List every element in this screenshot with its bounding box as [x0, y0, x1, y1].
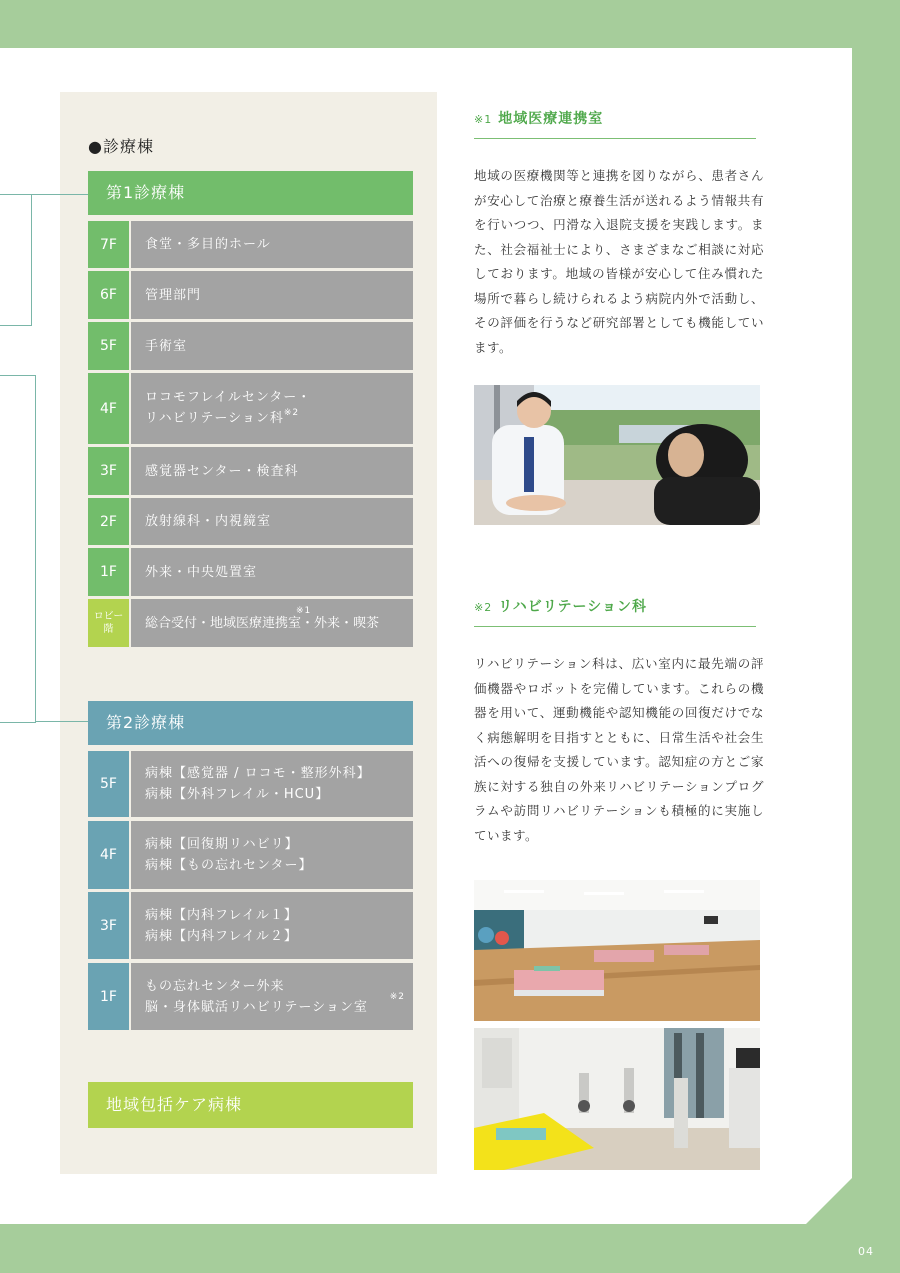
- note2-mark: ※2: [474, 601, 493, 614]
- floor-description: 感覚器センター・検査科: [145, 463, 299, 479]
- floor-number: 5F: [88, 751, 129, 817]
- exercise-bike-room-photo: [474, 1028, 760, 1170]
- floor-number: 6F: [88, 271, 129, 319]
- floor-description-line2: 脳・身体賦活リハビリテーション室: [145, 999, 368, 1015]
- floor-number: 3F: [88, 447, 129, 495]
- footnote-mark: ※2: [283, 407, 300, 418]
- floor-description-line1: もの忘れセンター外来: [145, 978, 285, 994]
- floor-description: 放射線科・内視鏡室: [145, 514, 272, 529]
- floor-number: 2F: [88, 498, 129, 545]
- floor-number: 1F: [88, 548, 129, 596]
- connector-line-1: [0, 194, 32, 326]
- building2-floor-4f: [88, 821, 413, 889]
- connector-line-2: [0, 375, 36, 723]
- floor-description-line1: ロコモフレイルセンター・: [145, 389, 312, 405]
- building1-header: 第1診療棟: [88, 171, 413, 215]
- note1-body: 地域の医療機関等と連携を図りながら、患者さんが安心して治療と療養生活が送れるよう情報共有を行いつつ、円滑な入退院支援を実践します。また、社会福祉士により、さまざまなご相談に対応しております。地域の皆様が安心して住み慣れた場所で暮らし続けられるよう病院内外で活動し、その評価を行うなど研究部署としても機能しています。: [474, 168, 764, 355]
- floor-number: ロビー階: [88, 599, 129, 647]
- note1-title: 地域医療連携室: [498, 111, 604, 127]
- floor-description-line1: 病棟【感覚器 / ロコモ・整形外科】: [145, 766, 371, 781]
- floor-number: 3F: [88, 892, 129, 959]
- note2-body: リハビリテーション科は、広い室内に最先端の評価機器やロボットを完備しています。これらの機器を用いて、運動機能や認知機能の回復だけでなく病態解明を目指すとともに、日常生活や社会生活への復帰を支援しています。認知症の方とご家族に対する独自の外来リハビリテーションプログラムや訪問リハビリテーションも積極的に実施しています。: [474, 656, 764, 843]
- building1-floor-4f: [88, 373, 413, 444]
- building1-floor-1f: [88, 548, 413, 596]
- community-care-ward-header: 地域包括ケア病棟: [88, 1082, 413, 1128]
- floor-description: 外来・中央処置室: [145, 564, 258, 580]
- building1-floor-lobby: [88, 599, 413, 647]
- connector-line-2-tail: [35, 721, 88, 722]
- floor-number: 1F: [88, 963, 129, 1030]
- building2-floor-1f: [88, 963, 413, 1030]
- floor-description: 管理部門: [145, 287, 202, 303]
- rehabilitation-room-photo: [474, 880, 760, 1021]
- connector-line-1-tail: [31, 194, 88, 195]
- building1-floor-3f: [88, 447, 413, 495]
- floor-description-line2: 病棟【もの忘れセンター】: [145, 858, 313, 873]
- floor-number: 4F: [88, 821, 129, 889]
- building2-floor-5f: [88, 751, 413, 817]
- building1-floor-7f: [88, 221, 413, 268]
- floor-description-line2: 病棟【内科フレイル２】: [145, 928, 298, 944]
- note2-heading: [474, 596, 756, 627]
- floor-description: 総合受付・地域医療連携室・外来・喫茶: [145, 615, 380, 631]
- building2-floor-3f: [88, 892, 413, 959]
- note1-heading: [474, 108, 756, 139]
- floor-number: 5F: [88, 322, 129, 370]
- floor-description: 手術室: [145, 338, 188, 354]
- section-title: ●診療棟: [88, 137, 154, 156]
- floor-description-line2: 病棟【外科フレイル・HCU】: [145, 787, 330, 802]
- consultation-photo: [474, 385, 760, 525]
- building1-floor-5f: [88, 322, 413, 370]
- page-number: 04: [858, 1245, 874, 1258]
- building2-header: 第2診療棟: [88, 701, 413, 745]
- floor-description-line1: 病棟【内科フレイル１】: [145, 907, 298, 923]
- floor-number: 4F: [88, 373, 129, 444]
- note2-title: リハビリテーション科: [498, 599, 647, 615]
- floor-description-line2: リハビリテーション科: [145, 410, 284, 426]
- floor-number: 7F: [88, 221, 129, 268]
- floor-description-line1: 病棟【回復期リハビリ】: [145, 837, 299, 852]
- footnote-mark: ※2: [389, 992, 405, 1002]
- floor-description: 食堂・多目的ホール: [145, 237, 271, 252]
- note1-mark: ※1: [474, 113, 493, 126]
- building1-floor-2f: [88, 498, 413, 545]
- footnote-mark: ※1: [296, 606, 312, 616]
- building1-floor-6f: [88, 271, 413, 319]
